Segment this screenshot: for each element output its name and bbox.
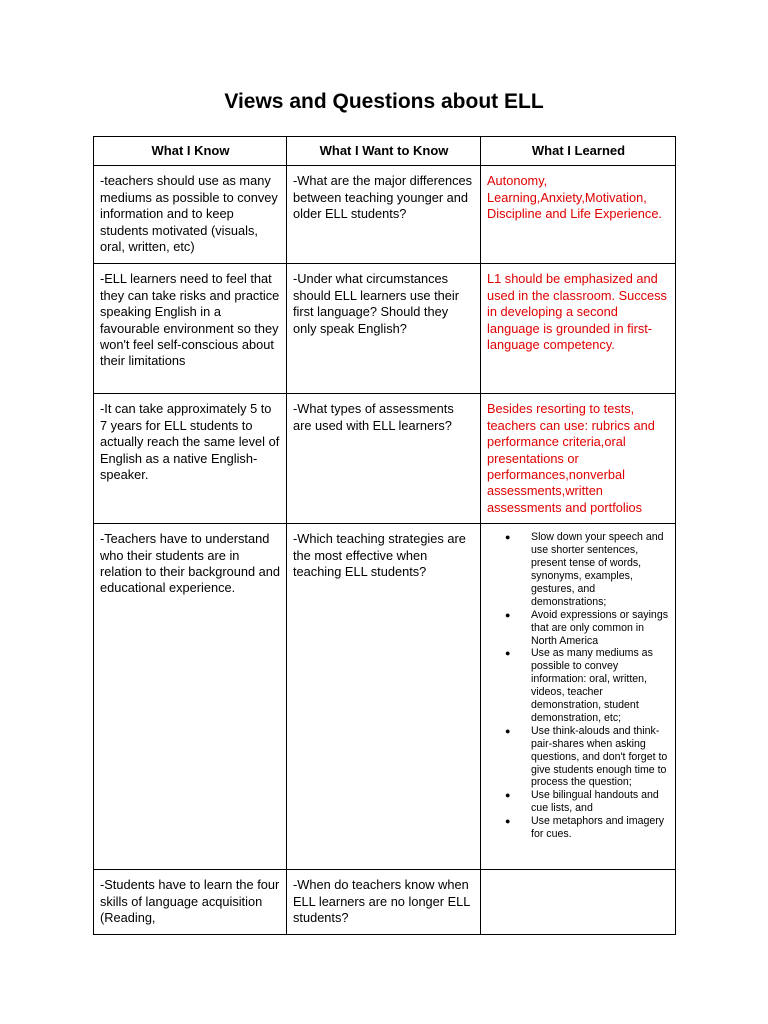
bullet-icon: ● [505,816,511,827]
table-row [94,524,676,870]
list-item: ● Use as many mediums as possible to convey information: oral, written, videos, teacher demonstration, student demonstration, etc; [505,647,653,724]
want-cell: -Under what circumstances should ELL learners use their first language? Should they only speak English? [287,264,481,394]
list-item: ● Use think-alouds and think-pair-shares when asking questions, and don't forget to give students enough time to process the question; [505,724,668,789]
header-what-i-want-to-know: What I Want to Know [287,137,481,166]
learned-cell: L1 should be emphasized and used in the classroom. Success in developing a second language is grounded in first-language competency. [481,264,676,394]
bullet-icon: ● [505,609,511,620]
list-item: ● Use metaphors and imagery for cues. [505,815,665,841]
learned-cell: Autonomy, Learning,Anxiety,Motivation, Discipline and Life Experience. [481,166,676,264]
header-row [94,137,676,166]
learned-cell [481,870,676,935]
bullet-icon: ● [505,790,511,801]
want-cell: -What are the major differences between teaching younger and older ELL students? [287,166,481,264]
list-item: ● Use bilingual handouts and cue lists, and [505,789,659,815]
want-cell: -When do teachers know when ELL learners are no longer ELL students? [287,870,481,935]
header-what-i-learned: What I Learned [481,137,676,166]
list-item: ● Avoid expressions or sayings that are only common in North America [505,608,669,647]
table-row [94,394,676,524]
table-row [94,264,676,394]
table-row [94,870,676,935]
header-what-i-know: What I Know [94,137,287,166]
bullet-icon: ● [505,648,511,659]
learned-cell: Besides resorting to tests, teachers can use: rubrics and performance criteria,oral presentations or performances,nonverbal assessments,written assessments and portfolios [481,394,676,524]
bullet-icon: ● [505,532,511,543]
table-row [94,166,676,264]
know-cell: -Teachers have to understand who their students are in relation to their background and educational experience. [94,524,287,870]
page-title: Views and Questions about ELL [224,90,544,113]
want-cell: -Which teaching strategies are the most effective when teaching ELL students? [287,524,481,870]
bullet-icon: ● [505,725,511,736]
kwl-table [93,136,676,935]
learned-cell [481,524,676,870]
know-cell: -It can take approximately 5 to 7 years for ELL students to actually reach the same level of English as a native English-speaker. [94,394,287,524]
strategies-list [487,531,670,841]
know-cell: -ELL learners need to feel that they can take risks and practice speaking English in a favourable environment so they won't feel self-conscious about their limitations [94,264,287,394]
know-cell: -Students have to learn the four skills of language acquisition (Reading, [94,870,287,935]
list-item: ● Slow down your speech and use shorter sentences, present tense of words, synonyms, examples, gestures, and demonstrations; [505,531,664,608]
know-cell: -teachers should use as many mediums as possible to convey information and to keep students motivated (visuals, oral, written, etc) [94,166,287,264]
want-cell: -What types of assessments are used with ELL learners? [287,394,481,524]
